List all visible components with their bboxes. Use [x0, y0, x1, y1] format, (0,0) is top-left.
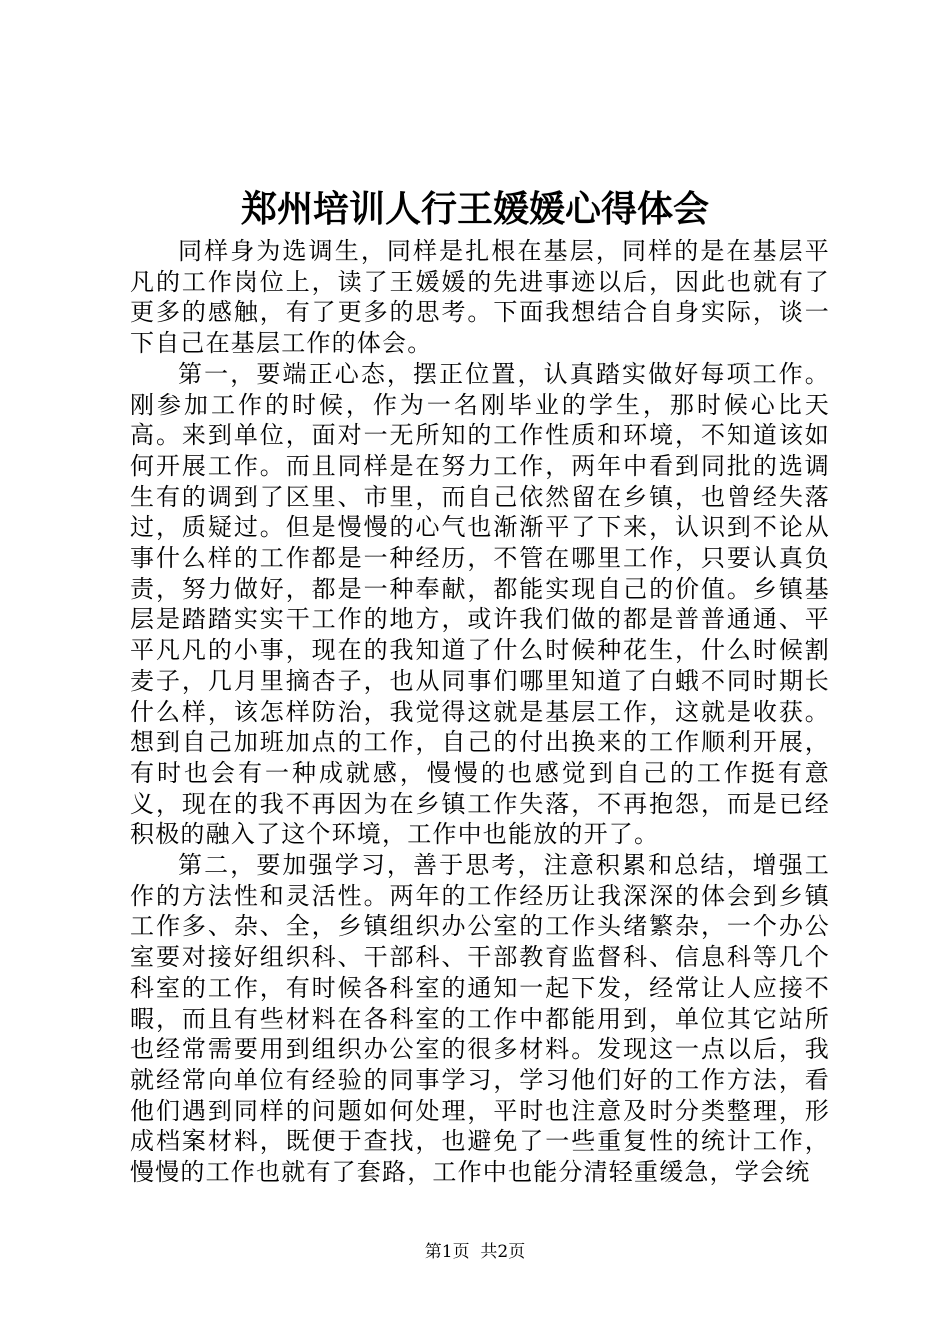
paragraph-first-point: 第一，要端正心态，摆正位置，认真踏实做好每项工作。刚参加工作的时候，作为一名刚毕业的学生，那时候心比天高。来到单位，面对一无所知的工作性质和环境，不知道该如何开展工作。而且同样是在努力工作，两年中看到同批的选调生有的调到了区里、市里，而自己依然留在乡镇，也曾经失落过，质疑过。但是慢慢的心气也渐渐平了下来，认识到不论从事什么样的工作都是一种经历，不管在哪里工作，只要认真负责，努力做好，都是一种奉献，都能实现自己的价值。乡镇基层是踏踏实实干工作的地方，或许我们做的都是普普通通、平平凡凡的小事，现在的我知道了什么时候种花生，什么时候割麦子，几月里摘杏子，也从同事们哪里知道了白蛾不同时期长什么样，该怎样防治，我觉得这就是基层工作，这就是收获。想到自己加班加点的工作，自己的付出换来的工作顺利开展，有时也会有一种成就感，慢慢的也感觉到自己的工作挺有意义，现在的我不再因为在乡镇工作失落，不再抱怨，而是已经积极的融入了这个环境，工作中也能放的开了。: [130, 359, 830, 849]
document-title: 郑州培训人行王媛媛心得体会: [240, 188, 709, 230]
paragraph-intro: 同样身为选调生，同样是扎根在基层，同样的是在基层平凡的工作岗位上，读了王媛媛的先进事迹以后，因此也就有了更多的感触，有了更多的思考。下面我想结合自身实际，谈一下自己在基层工作的体会。: [130, 237, 830, 358]
page-number-label: 第1页 共2页: [424, 1242, 526, 1262]
document-body: [130, 236, 830, 1188]
paragraph-second-point: 第二，要加强学习，善于思考，注意积累和总结，增强工作的方法性和灵活性。两年的工作经历让我深深的体会到乡镇工作多、杂、全，乡镇组织办公室的工作头绪繁杂，一个办公室要对接好组织科、干部科、干部教育监督科、信息科等几个科室的工作，有时候各科室的通知一起下发，经常让人应接不暇，而且有些材料在各科室的工作中都能用到，单位其它站所也经常需要用到组织办公室的很多材料。发现这一点以后，我就经常向单位有经验的同事学习，学习他们好的工作方法，看他们遇到同样的问题如何处理，平时也注意及时分类整理，形成档案材料，既便于查找，也避免了一些重复性的统计工作，慢慢的工作也就有了套路，工作中也能分清轻重缓急，学会统: [130, 851, 830, 1187]
page-footer: [0, 1240, 950, 1264]
